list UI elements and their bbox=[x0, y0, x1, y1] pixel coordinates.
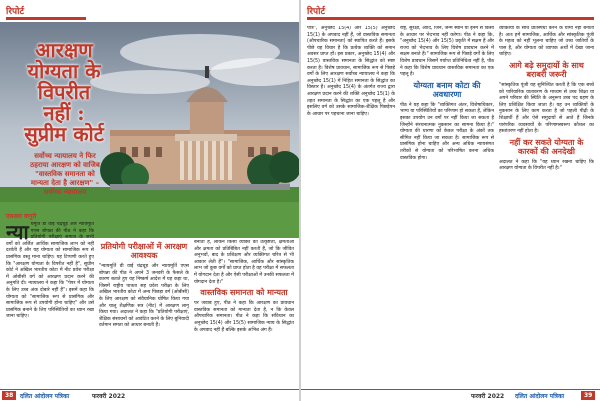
column-1 bbox=[307, 26, 395, 386]
right-page bbox=[301, 0, 600, 401]
section-heading: वास्तविक समानता को मान्यता bbox=[200, 288, 288, 298]
column-3-text-b: पर जवाब हुए, पीठ ने कहा कि आरक्षण का प्रावधान वास्तविक समानता को मान्यता देता है, न कि केवल औपचारिक समानता। पीठ ने कहा कि संविधान का अनुच्छेद 15(4) और 15(5) सामाजिक न्याय के सिद्धांत के अपवाद नहीं हैं बल्कि इसके अभिन्न अंग हैं। bbox=[194, 301, 294, 333]
section-heading: योग्यता बनाम कोटा की अवधारणा bbox=[413, 80, 481, 99]
headline-line: विपरीत bbox=[37, 80, 91, 104]
column-3-text-b: "सांस्कृतिक पूंजी यह सुनिश्चित करती है कि एक बच्चे को पारिवारिक वातावरण के माध्यम से उच्च शिक्षा या अपने परिवार की स्थिति के अनुरूप उच्च पद ग्रहण के लिए प्रशिक्षित किया जाता है। यह उन व्यक्तियों के नुकसान के लिए काम करता है जो पहली पीढ़ी के शिक्षार्थी हैं और ऐसे समुदायों से आते हैं जिनके पारंपरिक व्यवसायों के परिणामस्वरूप कौशल का हस्तांतरण नहीं होता है। bbox=[499, 82, 594, 135]
subhead bbox=[6, 152, 124, 197]
drop-cap: न्या bbox=[6, 222, 29, 244]
report-bar bbox=[6, 17, 86, 20]
magazine-name: दलित आंदोलन पत्रिका bbox=[20, 393, 70, 400]
magazine-name: दलित आंदोलन पत्रिका bbox=[515, 393, 565, 400]
column-2-text: "न्यायमूर्ति डी वाई चंद्रचूड़ और न्यायमूर्ति एएस बोपन्ना की पीठ ने अपने 3 जनवरी के फैसले के कारण बताते हुए यह निष्कर्ष आदेश में यह कहा था, जिसमें राष्ट्रीय पात्रता सह प्रवेश परीक्षा के लिए अखिल भारतीय कोटा में अन्य पिछड़ा वर्ग (ओबीसी) के लिए आरक्षण को संवैधानिक घोषित किया गया और चालू शैक्षणिक सत्र (नीट) में आरक्षण लागू किया गया। अदालत ने कहा कि "प्रतियोगी परीक्षाएं, शैक्षिक संसाधनों को आवंटित करने के लिए बुनियादी वर्तमान समता को आधार बनाती हैं। bbox=[99, 264, 189, 329]
column-3-text: व्यक्तियों के साथ प्रतिस्पर्धा करने के योग्य नहीं बनाता है। अतः हमें सामाजिक, आर्थिक और सांस्कृतिक पूंजी के महत्व को नहीं भूलना चाहिए जो उच्च जातियों के पास है, और योग्यता को व्यापक अर्थों में देखा जाना चाहिए। bbox=[499, 26, 594, 58]
report-bar bbox=[307, 17, 594, 20]
subhead-line: सर्वोच्च न्यायालय bbox=[43, 188, 87, 196]
column-3 bbox=[194, 240, 294, 386]
column-2-text: राष्ट्र, सुरक्षा, आदि, जिन, जन्म स्थान या इनमें से किसी के आधार पर भेदभाव नहीं करेगा। पीठ ने कहा कि, "अनुच्छेद 15(4) और 15(5) प्रकृति में सक्षम हैं और राज्य को भेदभाव के लिए विशेष प्रावधान करने में सक्षम बनाते हैं।" सामाजिक रूप से पिछड़े वर्गों के लिए विशेष प्रावधान जिसमें पर्याप्त प्रतिनिधित्व नहीं है, पीठ ने कहा कि विशेष प्रावधान वास्तविक समानता का एक पहलू है। bbox=[400, 26, 494, 78]
headline bbox=[4, 40, 124, 145]
column-2 bbox=[400, 26, 494, 386]
column-2-text-b: पीठ ने यह कहा कि "व्यक्तिगत अंतर, विशेषाधिकार, भाग्य या परिस्थितियों का परिणाम हो सकता है, लेकिन इसका उपयोग उन वर्गों पर नहीं किया जा सकता है जिन्होंने संरचनात्मक नुकसान का सामना किया है।" योग्यता की धारणा को केवल परीक्षा के अंकों तक सीमित नहीं किया जा सकता है। सामाजिक रूप से प्रासंगिक होना चाहिए और अन्य अधिक न्यायसंगत तरीकों से योग्यता को परिभाषित करना अधिक वास्तविक होगा। bbox=[400, 102, 494, 161]
issue-date: फरवरी 2022 bbox=[471, 393, 505, 400]
section-heading: आगे बढ़े समुदायों के साथ बराबरी जरूरी bbox=[509, 60, 584, 79]
subhead-line: मान्यता देता है आरक्षण" – bbox=[30, 179, 100, 187]
section-heading: प्रतियोगी परीक्षाओं में आरक्षण आवश्यक bbox=[100, 242, 188, 260]
left-page bbox=[0, 0, 299, 401]
column-1-text: पात्र", अनुच्छेद 15(4) और 15(5) अनुच्छेद 15(1) के अपवाद नहीं हैं, जो वास्तविक समानता (औपचारिक समानता) को स्थापित करते हैं। इसके पीछे यह विचार है कि प्रत्येक व्यक्ति को समान अवसर प्राप्त हों। इस प्रकार, अनुच्छेद 15(4) और 15(5) वास्तविक समानता के सिद्धांत को स्पष्ट करता है। विशेष प्रावधान, सामाजिक रूप से पिछड़े वर्गों के लिए आरक्षण सर्वोच्च न्यायालय ने कहा कि अनुच्छेद 15(1) में निहित समानता के सिद्धांत का विस्तार है। अनुच्छेद 15(4) के अंतर्गत राज्य द्वारा आरक्षण प्रदान करने की शक्ति अनुच्छेद 15(1) के तहत समानता के सिद्धांत का एक पहलू है और इसलिए वर्ग को उसके सामाजिक-शैक्षिक पिछड़ेपन के आधार पर पहचाना जाना चाहिए। bbox=[307, 26, 395, 117]
report-tag: रिपोर्ट bbox=[307, 7, 325, 17]
subhead-line: "वास्तविक समानता को bbox=[35, 170, 95, 178]
footer bbox=[0, 390, 299, 401]
report-tag: रिपोर्ट bbox=[6, 7, 24, 17]
subhead-line: सर्वोच्च न्यायालय ने फिर bbox=[34, 152, 96, 160]
column-1 bbox=[6, 222, 94, 386]
column-1-text: यमूर्ति डी वाई चंद्रचूड़ और न्यायमूर्ति एएस बोपन्ना की पीठ ने कहा कि प्रतियोगी परीक्षाएं समाज के सभी वर्गों को अर्जित आर्थिक सामाजिक लाभ को नहीं दर्शाती हैं और यह योग्यता को सामाजिक रूप से प्रासंगिक वस्तु माना चाहिए। यह टिप्पणी करते हुए कि "आरक्षण योग्यता के विपरीत नहीं है", सुप्रीम कोर्ट ने अखिल भारतीय कोटा में नीट प्रवेश परीक्षा में ओबीसी वर्ग को आरक्षण प्रदान करने की अनुमति दी। न्यायालय ने कहा कि "पेपर में योग्यता के लिए उच्च अंक दोबारे नहीं हैं"। इसमें कहा कि योग्यता को "सामाजिक रूप से प्रासंगिक और सामाजिक रूप से उपयोगी होना चाहिए" और उसे प्रासंगिक बनाने के लिए परिस्थितियों का ध्यान रखा जाना चाहिए। bbox=[6, 222, 94, 320]
column-2 bbox=[99, 240, 189, 386]
section-heading: नहीं कर सकते योग्यता के कारकों की अनदेखी bbox=[509, 137, 584, 156]
footer bbox=[301, 390, 600, 401]
headline-line: नहीं : bbox=[43, 101, 85, 125]
author-byline: एसआर वागुरी bbox=[6, 213, 37, 220]
headline-line: आरक्षण bbox=[35, 38, 93, 62]
page-number: 38 bbox=[2, 391, 16, 400]
column-3 bbox=[499, 26, 594, 386]
column-3-text-c: अदालत ने कहा कि "यह ध्यान रखना चाहिए कि आरक्षण योग्यता के विपरीत नहीं है।" bbox=[499, 159, 594, 172]
headline-line: सुप्रीम कोर्ट bbox=[24, 122, 104, 146]
page-number: 39 bbox=[581, 391, 595, 400]
subhead-line: ठहराया आरक्षण को वाजिब bbox=[30, 161, 100, 169]
column-3-text: बनाती हैं, लेकिन किसी व्यक्ति की उत्कृष्टता, क्षमताओं और क्षमता को प्रतिबिंबित नहीं करती हैं, जो कि जीवित अनुभवों, बाद के प्रशिक्षण और व्यक्तिगत चरित्र से भी आकार लेती हैं"। "सामाजिक, आर्थिक और सांस्कृतिक लाभ जो कुछ वर्गों को प्राप्त होता है वह परीक्षा में सफलता में योगदान देता है और ऐसी परीक्षाओं में उनकी सफलता में योगदान देता है।" bbox=[194, 240, 294, 285]
headline-line: योग्यता के bbox=[27, 59, 101, 83]
issue-date: फरवरी 2022 bbox=[92, 393, 126, 400]
